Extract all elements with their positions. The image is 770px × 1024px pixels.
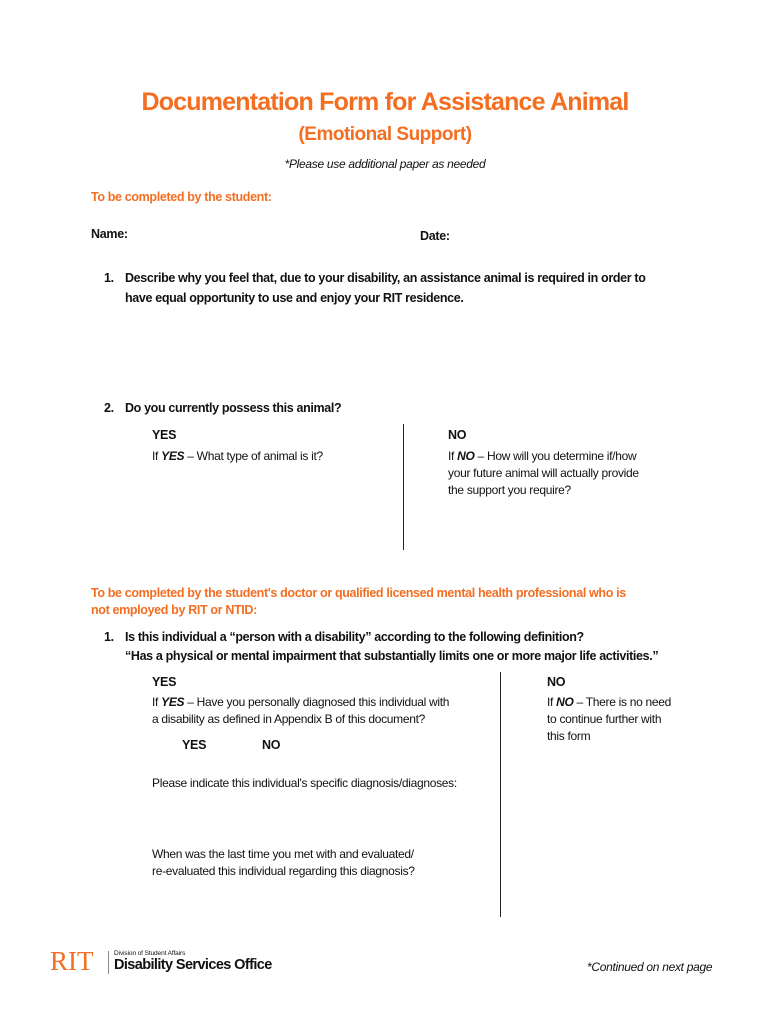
- pro-yes-line1: – Have you personally diagnosed this individual with: [184, 695, 450, 709]
- pro-q1-number: 1.: [104, 630, 114, 644]
- student-section-heading: To be completed by the student:: [91, 190, 272, 204]
- pro-q1-no-label: NO: [547, 675, 566, 689]
- division-label: Division of Student Affairs: [114, 950, 186, 957]
- continued-note: *Continued on next page: [587, 960, 713, 974]
- student-q2-yes-label: YES: [152, 428, 177, 442]
- form-title: Documentation Form for Assistance Animal: [141, 88, 629, 116]
- pro-yes-emph: YES: [161, 695, 185, 709]
- student-q2-no-text: [448, 448, 678, 499]
- date-label: Date:: [420, 229, 450, 243]
- student-q1-line1: Describe why you feel that, due to your disability, an assistance animal is required in order to: [125, 271, 646, 285]
- pro-no-emph: NO: [556, 695, 574, 709]
- pro-no-line2: to continue further with: [547, 712, 662, 726]
- rit-logo: RIT: [50, 946, 94, 976]
- pro-q1-sub-yes[interactable]: YES: [182, 738, 207, 752]
- form-note: *Please use additional paper as needed: [284, 157, 486, 171]
- pro-yes-line2: a disability as defined in Appendix B of this document?: [152, 712, 426, 726]
- student-q2-divider: [403, 424, 404, 550]
- no-line3: the support you require?: [448, 483, 571, 497]
- student-q1-number: 1.: [104, 271, 114, 285]
- last-met-prompt: [152, 846, 492, 880]
- pro-q1-sub-no[interactable]: NO: [262, 738, 281, 752]
- diagnosis-prompt: Please indicate this individual's specific diagnosis/diagnoses:: [152, 776, 457, 790]
- pro-q1-yes-label: YES: [152, 675, 177, 689]
- professional-heading-line2: not employed by RIT or NTID:: [91, 603, 257, 617]
- pro-q1-no-text: [547, 694, 727, 745]
- student-q1-text: [125, 268, 725, 308]
- student-q2-no-label: NO: [448, 428, 467, 442]
- pro-yes-prefix: If: [152, 695, 162, 709]
- no-line2: your future animal will actually provide: [448, 466, 639, 480]
- yes-emph: YES: [161, 449, 185, 463]
- student-q2-number: 2.: [104, 401, 114, 415]
- professional-heading-line1: To be completed by the student's doctor or qualified licensed mental health professional who is: [91, 586, 626, 600]
- no-line1: – How will you determine if/how: [474, 449, 637, 463]
- pro-q1-yes-text: [152, 694, 492, 728]
- student-q1-line2: have equal opportunity to use and enjoy your RIT residence.: [125, 291, 464, 305]
- pro-no-line3: this form: [547, 729, 591, 743]
- yes-rest: – What type of animal is it?: [184, 449, 323, 463]
- last-met-line1: When was the last time you met with and evaluated/: [152, 847, 414, 861]
- no-emph: NO: [457, 449, 475, 463]
- student-q2-yes-text: [152, 448, 323, 465]
- pro-no-line1: – There is no need: [573, 695, 671, 709]
- pro-q1-definition: “Has a physical or mental impairment that substantially limits one or more major life activities.”: [125, 649, 659, 663]
- pro-no-prefix: If: [547, 695, 557, 709]
- form-subtitle: (Emotional Support): [298, 124, 472, 145]
- name-label: Name:: [91, 227, 128, 241]
- professional-section-heading: [91, 585, 626, 619]
- pro-q1-text: Is this individual a “person with a disability” according to the following definition?: [125, 630, 584, 644]
- no-prefix: If: [448, 449, 458, 463]
- logo-divider: [108, 951, 109, 974]
- pro-q1-divider: [500, 672, 501, 917]
- last-met-line2: re-evaluated this individual regarding this diagnosis?: [152, 864, 415, 878]
- office-label: Disability Services Office: [114, 957, 272, 973]
- student-q2-text: Do you currently possess this animal?: [125, 401, 342, 415]
- yes-prefix: If: [152, 449, 162, 463]
